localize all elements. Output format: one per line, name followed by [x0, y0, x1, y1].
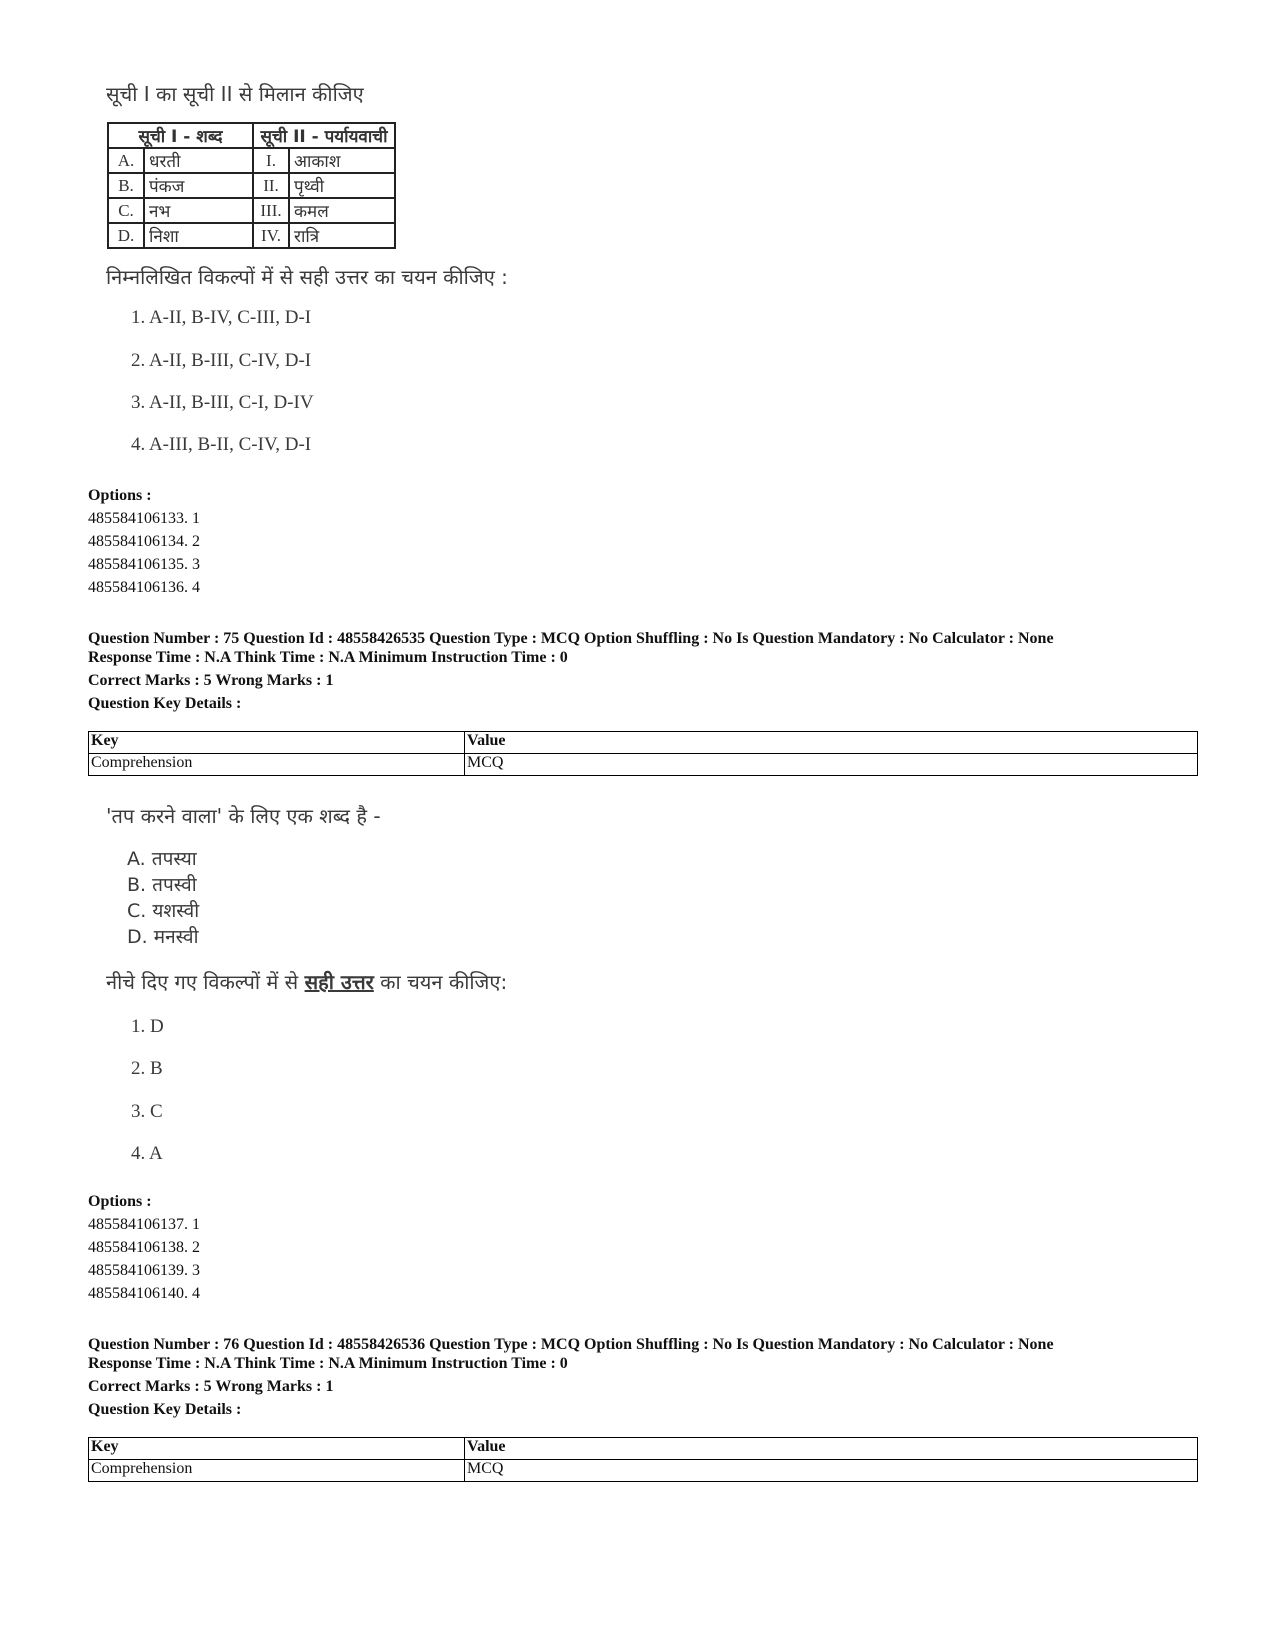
option-id: 485584106135. 3	[88, 556, 200, 573]
match-synonym: कमल	[289, 198, 395, 223]
value-cell: MCQ	[465, 1460, 1198, 1482]
match-table-row	[108, 173, 395, 198]
match-synonym: रात्रि	[289, 223, 395, 248]
q76-meta-line2: Response Time : N.A Think Time : N.A Minimum Instruction Time : 0	[88, 1355, 568, 1372]
match-synonym: पृथ्वी	[289, 173, 395, 198]
value-header: Value	[465, 1438, 1198, 1460]
match-word: नभ	[144, 198, 253, 223]
option-id: 485584106139. 3	[88, 1262, 200, 1279]
q74-instruction: निम्नलिखित विकल्पों में से सही उत्तर का चयन कीजिए :	[106, 265, 508, 289]
match-head-right: सूची II - पर्यायवाची	[253, 123, 395, 148]
match-label: I.	[253, 148, 289, 173]
q74-choice-3: 3. A-II, B-III, C-I, D-IV	[131, 392, 314, 413]
match-word: निशा	[144, 223, 253, 248]
match-word: धरती	[144, 148, 253, 173]
option-id: 485584106140. 4	[88, 1285, 200, 1302]
q74-choice-4: 4. A-III, B-II, C-IV, D-I	[131, 434, 312, 455]
q76-key-table	[88, 1437, 1198, 1482]
q75-key-details-label: Question Key Details :	[88, 695, 242, 712]
value-cell: MCQ	[465, 754, 1198, 776]
q75-question: 'तप करने वाला' के लिए एक शब्द है -	[106, 804, 381, 828]
match-label: A.	[108, 148, 144, 173]
option-id: 485584106134. 2	[88, 533, 200, 550]
q75-choice-2: 2. B	[131, 1058, 163, 1079]
match-table-row	[108, 198, 395, 223]
q75-choice-3: 3. C	[131, 1101, 163, 1122]
match-label: II.	[253, 173, 289, 198]
sub-option: D. मनस्वी	[127, 926, 199, 948]
q74-intro: सूची I का सूची II से मिलान कीजिए	[106, 82, 364, 106]
q75-meta-block	[88, 627, 1238, 715]
value-header: Value	[465, 732, 1198, 754]
option-id: 485584106137. 1	[88, 1216, 200, 1233]
q76-marks: Correct Marks : 5 Wrong Marks : 1	[88, 1378, 334, 1395]
match-head-left: सूची I - शब्द	[108, 123, 253, 148]
match-table-row	[108, 148, 395, 173]
q76-meta-line1: Question Number : 76 Question Id : 48558426536 Question Type : MCQ Option Shuffling : No Is Question Mandatory : No Calculator : None	[88, 1336, 1054, 1353]
options-label: Options :	[88, 1193, 152, 1210]
match-label: B.	[108, 173, 144, 198]
sub-option: C. यशस्वी	[127, 900, 200, 922]
q74-choice-2: 2. A-II, B-III, C-IV, D-I	[131, 350, 312, 371]
q76-meta-block	[88, 1333, 1238, 1421]
q74-choice-1: 1. A-II, B-IV, C-III, D-I	[131, 307, 312, 328]
q75-meta-line1: Question Number : 75 Question Id : 48558426535 Question Type : MCQ Option Shuffling : No Is Question Mandatory : No Calculator : None	[88, 630, 1054, 647]
q74-match-table	[107, 122, 396, 249]
q75-choice-4: 4. A	[131, 1143, 163, 1164]
option-id: 485584106133. 1	[88, 510, 200, 527]
match-synonym: आकाश	[289, 148, 395, 173]
key-header: Key	[89, 732, 465, 754]
q76-key-details-label: Question Key Details :	[88, 1401, 242, 1418]
q75-key-table	[88, 731, 1198, 776]
match-table-row	[108, 223, 395, 248]
q74-options-block	[88, 484, 200, 599]
q75-instruction: नीचे दिए गए विकल्पों में से सही उत्तर का चयन कीजिए:	[106, 970, 508, 994]
key-cell: Comprehension	[89, 1460, 465, 1482]
sub-option: A. तपस्या	[127, 848, 197, 870]
q75-choice-1: 1. D	[131, 1016, 164, 1037]
option-id: 485584106138. 2	[88, 1239, 200, 1256]
match-label: D.	[108, 223, 144, 248]
option-id: 485584106136. 4	[88, 579, 200, 596]
q75-meta-line2: Response Time : N.A Think Time : N.A Minimum Instruction Time : 0	[88, 649, 568, 666]
q75-marks: Correct Marks : 5 Wrong Marks : 1	[88, 672, 334, 689]
match-word: पंकज	[144, 173, 253, 198]
match-table-header	[108, 123, 395, 148]
sub-option: B. तपस्वी	[127, 874, 197, 896]
emphasis-correct-answer: सही उत्तर	[304, 970, 374, 994]
q75-sub-options	[127, 846, 199, 950]
key-header: Key	[89, 1438, 465, 1460]
match-label: IV.	[253, 223, 289, 248]
options-label: Options :	[88, 487, 152, 504]
q75-options-block	[88, 1190, 200, 1305]
key-cell: Comprehension	[89, 754, 465, 776]
match-label: C.	[108, 198, 144, 223]
match-label: III.	[253, 198, 289, 223]
